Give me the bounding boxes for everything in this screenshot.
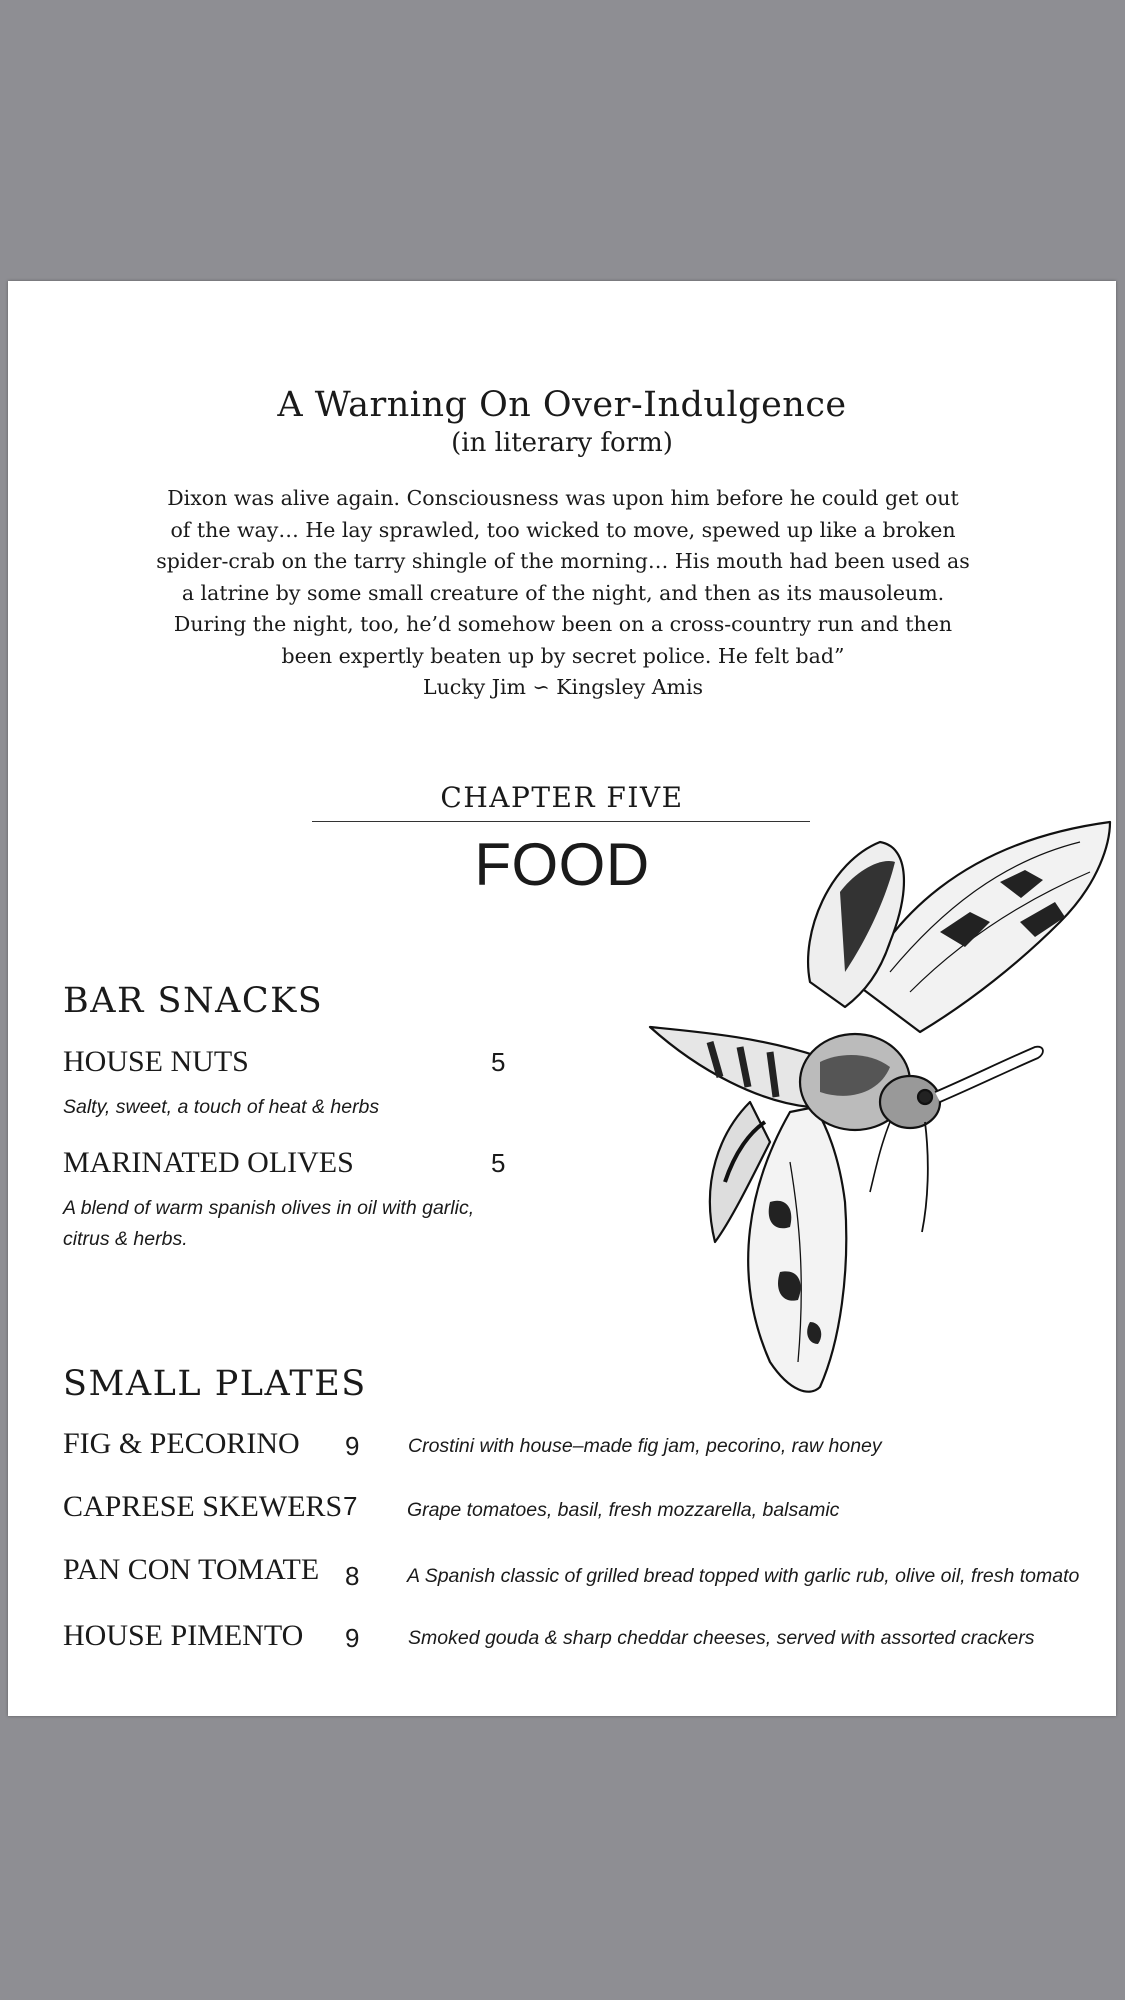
menu-item-price: 9 bbox=[345, 1431, 360, 1461]
menu-item-name: CAPRESE SKEWERS bbox=[63, 1490, 343, 1523]
menu-item-name: HOUSE PIMENTO bbox=[63, 1619, 304, 1652]
menu-item-price: 9 bbox=[345, 1623, 360, 1653]
menu-page bbox=[8, 281, 1116, 1716]
section-title-food: FOOD bbox=[474, 831, 650, 898]
menu-item-price: 7 bbox=[343, 1491, 358, 1521]
menu-item-description: Crostini with house–made fig jam, pecorino, raw honey bbox=[408, 1435, 882, 1457]
literary-quote bbox=[148, 483, 978, 704]
quote-line: During the night, too, he’d somehow been on a cross-country run and then bbox=[173, 612, 953, 636]
section-heading-small-plates: SMALL PLATES bbox=[63, 1364, 367, 1404]
chapter-label: CHAPTER FIVE bbox=[440, 781, 684, 814]
menu-item-name: HOUSE NUTS bbox=[63, 1045, 249, 1078]
quote-line: spider-crab on the tarry shingle of the morning… His mouth had been used as bbox=[156, 549, 970, 573]
moth-icon bbox=[640, 802, 1116, 1412]
menu-item-price: 8 bbox=[345, 1561, 360, 1591]
menu-item-name: MARINATED OLIVES bbox=[63, 1146, 354, 1179]
menu-item-name: FIG & PECORINO bbox=[63, 1427, 300, 1460]
menu-item-name: PAN CON TOMATE bbox=[63, 1553, 320, 1586]
menu-item-description: Grape tomatoes, basil, fresh mozzarella, balsamic bbox=[407, 1499, 840, 1521]
menu-item-description: A blend of warm spanish olives in oil with garlic, bbox=[63, 1197, 475, 1219]
menu-item-description: A Spanish classic of grilled bread topped with garlic rub, olive oil, fresh tomato bbox=[407, 1565, 1080, 1587]
quote-line: Dixon was alive again. Consciousness was upon him before he could get out bbox=[167, 486, 959, 510]
quote-attribution: Lucky Jim ∽ Kingsley Amis bbox=[422, 675, 704, 699]
warning-title: A Warning On Over-Indulgence bbox=[277, 385, 847, 425]
menu-item-price: 5 bbox=[491, 1148, 506, 1178]
quote-line: a latrine by some small creature of the night, and then as its mausoleum. bbox=[181, 580, 945, 605]
quote-line: been expertly beaten up by secret police. He felt bad” bbox=[281, 643, 845, 668]
section-heading-bar-snacks: BAR SNACKS bbox=[63, 981, 324, 1021]
menu-item-description: citrus & herbs. bbox=[63, 1228, 188, 1250]
quote-line: of the way… He lay sprawled, too wicked to move, spewed up like a broken bbox=[170, 517, 956, 542]
menu-item-price: 5 bbox=[491, 1047, 506, 1077]
menu-item-description: Salty, sweet, a touch of heat & herbs bbox=[63, 1096, 380, 1118]
menu-item-description: Smoked gouda & sharp cheddar cheeses, served with assorted crackers bbox=[408, 1627, 1035, 1649]
warning-subtitle: (in literary form) bbox=[451, 428, 673, 458]
